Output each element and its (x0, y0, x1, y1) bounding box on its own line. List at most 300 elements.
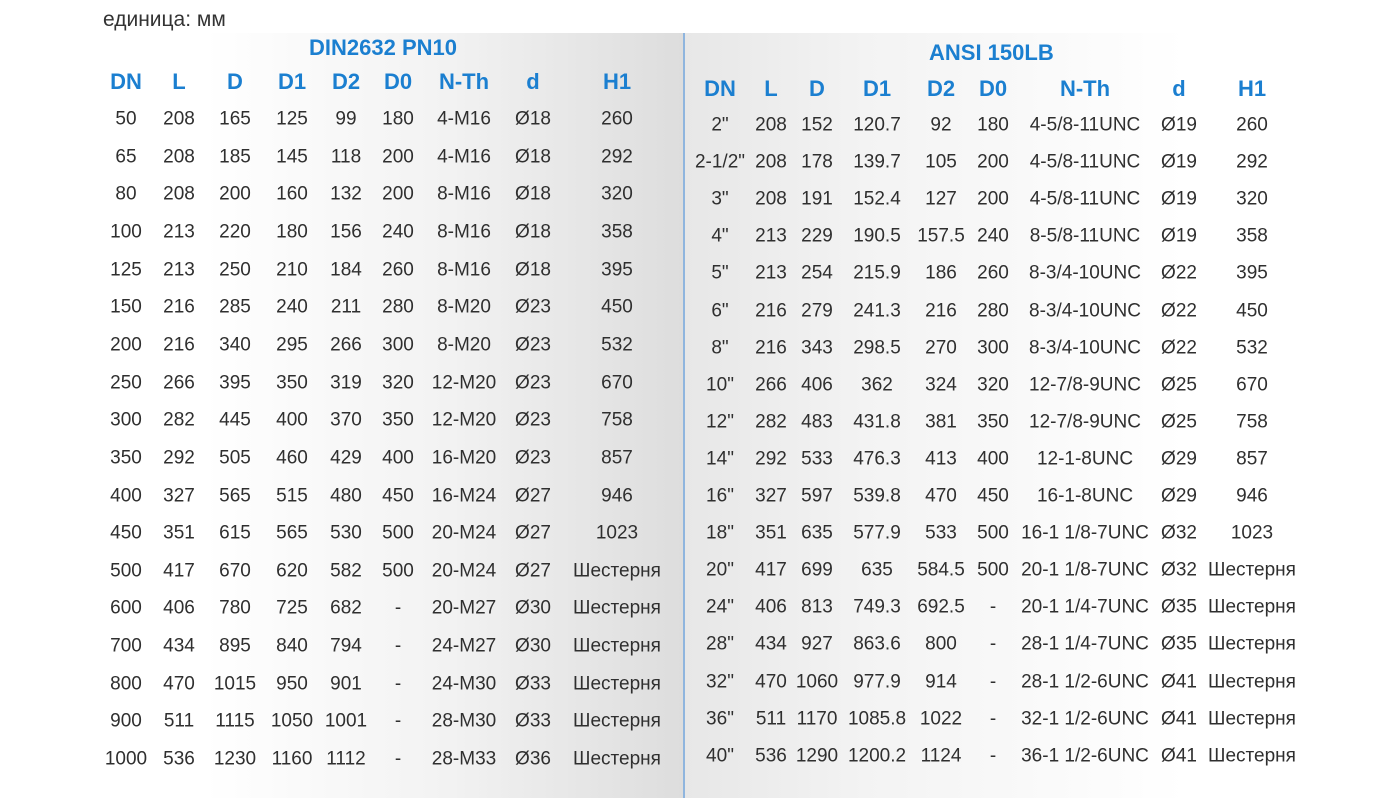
din-table-cell: 500 (382, 560, 414, 582)
ansi-column-header: N-Th (1059, 76, 1111, 101)
ansi-table-cell: Ø25 (1161, 374, 1197, 396)
ansi-table-cell: 927 (801, 633, 833, 655)
ansi-table-cell: 24" (706, 596, 734, 618)
din-table-cell: 1000 (104, 748, 148, 770)
ansi-table-cell: Шестерня (1208, 559, 1296, 581)
din-table-cell: 536 (163, 748, 195, 770)
ansi-table-cell: 635 (861, 559, 893, 581)
ansi-table-cell: 120.7 (853, 114, 901, 136)
ansi-column-header: L (764, 76, 778, 101)
din-table-cell: 532 (601, 334, 633, 356)
din-table-cell: - (394, 635, 402, 657)
ansi-table-cell: 139.7 (853, 151, 901, 173)
ansi-table-cell: 18" (706, 522, 734, 544)
ansi-table-cell: 584.5 (917, 559, 965, 581)
ansi-table-cell: 260 (977, 262, 1009, 284)
din-table-cell: 780 (219, 597, 251, 619)
ansi-table-cell: 6" (711, 300, 729, 321)
ansi-table-cell: 800 (925, 633, 957, 655)
ansi-table-cell: 351 (755, 522, 787, 544)
ansi-table-cell: 292 (1236, 151, 1268, 173)
din-table-cell: 185 (219, 146, 251, 168)
ansi-table-cell: 470 (925, 485, 957, 507)
din-table-cell: 132 (330, 183, 362, 205)
ansi-table-cell: 635 (801, 522, 833, 544)
din-table-cell: 395 (601, 259, 633, 281)
ansi-table-cell: 536 (755, 745, 787, 767)
din-table-cell: 200 (382, 146, 414, 168)
ansi-table-cell: 240 (977, 225, 1009, 247)
ansi-table-cell: 1200.2 (847, 745, 907, 767)
ansi-table-cell: Ø19 (1161, 151, 1197, 173)
ansi-table-cell: 208 (755, 114, 787, 136)
din-table-cell: Ø36 (515, 748, 551, 770)
din-table-cell: 208 (163, 146, 195, 168)
ansi-table-cell: 324 (925, 374, 957, 396)
ansi-table-cell: 417 (755, 559, 787, 581)
din-column-header: d (526, 69, 540, 94)
ansi-table-cell: 178 (801, 151, 833, 173)
ansi-table-cell: 532 (1236, 337, 1268, 359)
ansi-table-cell: 350 (977, 411, 1009, 433)
din-table-cell: 266 (330, 334, 362, 356)
din-table-cell: 145 (276, 146, 308, 168)
din-table-cell: 8-M16 (437, 183, 491, 205)
din-column-header: D0 (383, 69, 413, 94)
ansi-table-cell: 1085.8 (847, 708, 907, 730)
din-table-cell: Шестерня (573, 560, 661, 582)
ansi-table-cell: 4-5/8-11UNC (1029, 151, 1141, 173)
din-table-cell: 28-M30 (431, 710, 497, 732)
din-table-cell: 266 (163, 372, 195, 394)
ansi-table-cell: 597 (801, 485, 833, 507)
din-table-cell: 200 (219, 183, 251, 205)
din-table-cell: 12-M20 (431, 409, 497, 431)
ansi-table-cell: 180 (977, 114, 1009, 136)
din-table-cell: 327 (163, 485, 195, 506)
din-table-cell: 505 (219, 447, 251, 469)
din-table-cell: 20-M24 (431, 522, 497, 544)
din-table-cell: 65 (115, 146, 137, 168)
din-table-cell: 480 (330, 485, 362, 506)
din-table-cell: 1015 (213, 673, 257, 695)
din-table-cell: 240 (276, 296, 308, 318)
ansi-table-cell: 216 (925, 300, 957, 321)
ansi-table-cell: 4-5/8-11UNC (1029, 114, 1141, 136)
ansi-table-cell: 977.9 (853, 671, 901, 692)
din-table-cell: 300 (382, 334, 414, 356)
din-table-cell: 370 (330, 409, 362, 431)
ansi-table-cell: 270 (925, 337, 957, 359)
ansi-table-cell: Ø22 (1161, 262, 1197, 284)
din-table-cell: 165 (219, 108, 251, 130)
din-table-cell: Шестерня (573, 710, 661, 732)
ansi-table-cell: 4-5/8-11UNC (1029, 188, 1141, 210)
din-column-header: D2 (331, 69, 361, 94)
din-table-cell: 340 (219, 334, 251, 356)
din-table-cell: Ø23 (515, 372, 551, 394)
din-table-cell: 565 (219, 485, 251, 506)
din-table-cell: - (394, 748, 402, 770)
din-table-cell: 295 (276, 334, 308, 356)
ansi-table-cell: 863.6 (853, 633, 901, 655)
din-table-cell: 900 (110, 710, 142, 732)
din-table-cell: 20-M27 (431, 597, 497, 619)
din-table-cell: 282 (163, 409, 195, 431)
din-column-header: D1 (277, 69, 307, 94)
din-table-cell: 320 (382, 372, 414, 394)
ansi-table-cell: 343 (801, 337, 833, 359)
ansi-column-header: D2 (926, 76, 956, 101)
din-table-cell: 445 (219, 409, 251, 431)
ansi-table-cell: 8-3/4-10UNC (1029, 262, 1141, 284)
din-table-cell: 417 (163, 560, 195, 582)
din-table-cell: 210 (276, 259, 308, 281)
din-table-cell: 351 (163, 522, 195, 544)
din-table-cell: 213 (163, 221, 195, 243)
din-table-cell: 400 (382, 447, 414, 469)
ansi-column-header: H1 (1237, 76, 1267, 101)
unit-label: единица: мм (103, 8, 226, 31)
din-table-cell: 395 (219, 372, 251, 394)
ansi-table-cell: 533 (801, 448, 833, 470)
ansi-table-cell: Ø41 (1161, 708, 1197, 730)
ansi-table-cell: 2" (711, 114, 729, 136)
din-column-header: L (172, 69, 186, 94)
ansi-table-cell: 327 (755, 485, 787, 507)
ansi-table-cell: - (989, 745, 997, 767)
ansi-table-cell: 12-7/8-9UNC (1029, 374, 1141, 396)
din-table-cell: 208 (163, 183, 195, 205)
din-table-cell: Ø18 (515, 108, 551, 130)
ansi-table-cell: 670 (1236, 374, 1268, 396)
ansi-table-cell: - (989, 633, 997, 655)
ansi-table-cell: 216 (755, 300, 787, 321)
din-table-cell: 28-M33 (431, 748, 497, 770)
din-table-cell: 1001 (324, 710, 368, 732)
din-table-cell: 530 (330, 522, 362, 544)
ansi-table-cell: 4" (711, 225, 729, 247)
din-table-cell: 1160 (271, 748, 313, 770)
ansi-table-cell: Ø19 (1161, 188, 1197, 210)
din-table-title: DIN2632 PN10 (309, 35, 457, 60)
din-table-cell: 758 (601, 409, 633, 431)
ansi-table-cell: 127 (925, 188, 957, 210)
din-table-cell: 99 (335, 108, 357, 130)
ansi-table-cell: 152.4 (853, 188, 901, 210)
din-table-cell: 1050 (270, 710, 314, 732)
din-table-cell: 80 (115, 183, 137, 205)
ansi-table-cell: 280 (977, 300, 1009, 321)
din-table-cell: 200 (382, 183, 414, 205)
ansi-table-cell: 16-1-8UNC (1036, 485, 1134, 507)
din-table-cell: 450 (382, 485, 414, 506)
din-table-cell: 582 (330, 560, 362, 582)
din-table-cell: 285 (219, 296, 251, 318)
din-table-cell: 1115 (215, 710, 255, 732)
ansi-table-cell: 395 (1236, 262, 1268, 284)
ansi-table-cell: 36" (706, 708, 734, 730)
din-table-cell: 160 (276, 183, 308, 205)
ansi-table-cell: 5" (711, 262, 729, 284)
din-table-cell: 946 (601, 485, 633, 506)
din-table-cell: Шестерня (573, 748, 661, 770)
din-table-cell: 615 (219, 522, 251, 544)
ansi-table-cell: 208 (755, 151, 787, 173)
ansi-table-cell: Ø41 (1161, 745, 1197, 767)
ansi-table-cell: 92 (930, 114, 952, 136)
din-table-cell: 292 (601, 146, 633, 168)
din-table-cell: 125 (276, 108, 308, 130)
din-table-cell: 429 (330, 447, 362, 469)
din-table-cell: 857 (601, 447, 633, 469)
ansi-table-cell: 749.3 (853, 596, 901, 618)
din-column-header: D (227, 69, 243, 94)
ansi-column-header: D0 (978, 76, 1008, 101)
ansi-table-cell: 450 (1236, 300, 1268, 321)
ansi-table-cell: Ø19 (1161, 114, 1197, 136)
din-table-cell: 350 (110, 447, 142, 469)
din-table-cell: Ø23 (515, 447, 551, 469)
ansi-table-cell: Шестерня (1208, 745, 1296, 767)
din-table-cell: 434 (163, 635, 195, 657)
din-table-cell: 840 (276, 635, 308, 657)
ansi-table-cell: 1170 (796, 708, 838, 730)
ansi-table-cell: 216 (755, 337, 787, 359)
din-table-cell: 895 (219, 635, 251, 657)
ansi-table-cell: 577.9 (853, 522, 901, 544)
ansi-table-cell: 362 (861, 374, 893, 396)
ansi-table-cell: 190.5 (853, 225, 901, 247)
din-table-cell: 24-M30 (431, 673, 497, 695)
din-table-cell: 208 (163, 108, 195, 130)
ansi-table-cell: 539.8 (853, 485, 901, 507)
din-table-cell: 8-M16 (437, 221, 491, 243)
din-table-cell: - (394, 597, 402, 619)
din-table-cell: 240 (382, 221, 414, 243)
ansi-column-header: d (1172, 76, 1186, 101)
din-table-cell: 470 (163, 673, 195, 695)
din-table-cell: Ø23 (515, 296, 551, 318)
din-table-cell: 1023 (595, 522, 639, 544)
din-table-cell: 200 (110, 334, 142, 356)
din-table-cell: 400 (110, 485, 142, 506)
din-table-cell: 8-M20 (437, 296, 491, 318)
ansi-column-header: DN (704, 76, 736, 101)
din-table-cell: 8-M16 (437, 259, 491, 281)
ansi-column-header: D1 (862, 76, 892, 101)
ansi-table-cell: 191 (801, 188, 833, 210)
ansi-table-cell: 36-1 1/2-6UNC (1021, 745, 1149, 767)
din-table-cell: - (394, 673, 402, 695)
din-table-cell: Ø27 (515, 522, 551, 544)
din-table-cell: 620 (276, 560, 308, 582)
ansi-table-cell: 282 (755, 411, 787, 433)
ansi-table-cell: 476.3 (853, 448, 901, 470)
ansi-table-cell: 241.3 (853, 300, 901, 321)
ansi-table-cell: Ø22 (1161, 337, 1197, 359)
ansi-table-cell: Ø32 (1161, 522, 1197, 544)
din-table-cell: 515 (276, 485, 308, 506)
din-table-cell: 901 (330, 673, 362, 695)
din-table-cell: 12-M20 (431, 372, 497, 394)
ansi-table-cell: 200 (977, 151, 1009, 173)
ansi-table-cell: 692.5 (917, 596, 965, 618)
din-table-cell: 4-M16 (437, 146, 491, 168)
din-table-cell: 8-M20 (437, 334, 491, 356)
din-table-cell: Ø23 (515, 409, 551, 431)
ansi-table-cell: Ø35 (1161, 633, 1197, 655)
ansi-table-cell: 20-1 1/8-7UNC (1021, 559, 1149, 581)
ansi-table-cell: 10" (706, 374, 734, 396)
ansi-table-cell: 208 (755, 188, 787, 210)
ansi-table-cell: Ø41 (1161, 671, 1197, 692)
din-table-cell: 4-M16 (437, 108, 491, 130)
din-table-cell: 950 (276, 673, 308, 695)
din-table-cell: 500 (110, 560, 142, 582)
din-table-cell: - (394, 710, 402, 732)
din-table-cell: 460 (276, 447, 308, 469)
ansi-table-cell: 254 (801, 262, 833, 284)
din-table-cell: Ø18 (515, 183, 551, 205)
ansi-table-cell: 14" (706, 448, 734, 470)
din-table-cell: Ø30 (515, 635, 551, 657)
din-table-cell: 300 (110, 409, 142, 431)
ansi-table-cell: Шестерня (1208, 671, 1296, 692)
ansi-table-cell: 186 (925, 262, 957, 284)
din-table-cell: Шестерня (573, 673, 661, 695)
ansi-table-cell: 413 (925, 448, 957, 470)
ansi-table-cell: 2-1/2" (694, 151, 746, 173)
ansi-table-cell: Ø25 (1161, 411, 1197, 433)
ansi-table-cell: 215.9 (853, 262, 901, 284)
din-table-cell: 50 (115, 108, 137, 130)
ansi-table-cell: 213 (755, 262, 787, 284)
ansi-table-cell: 28-1 1/2-6UNC (1021, 671, 1149, 692)
ansi-table-cell: 320 (1236, 188, 1268, 210)
ansi-table-cell: Шестерня (1208, 596, 1296, 618)
din-table-cell: 280 (382, 296, 414, 318)
ansi-table-cell: 533 (925, 522, 957, 544)
ansi-table-cell: Ø29 (1161, 448, 1197, 470)
ansi-table-cell: Шестерня (1208, 708, 1296, 730)
ansi-table-cell: 20-1 1/4-7UNC (1021, 596, 1149, 618)
din-table-cell: 125 (110, 259, 142, 281)
ansi-table-cell: 813 (801, 596, 833, 618)
din-table-cell: 320 (601, 183, 633, 205)
ansi-table-cell: 400 (977, 448, 1009, 470)
ansi-table-cell: 12" (706, 411, 734, 433)
din-table-cell: 511 (163, 710, 195, 732)
ansi-table-cell: 40" (706, 745, 734, 767)
din-table-cell: 250 (110, 372, 142, 394)
din-table-cell: 118 (330, 146, 362, 168)
din-table-cell: 670 (219, 560, 251, 582)
din-table-cell: 16-M24 (431, 485, 497, 506)
din-table-cell: 150 (110, 296, 142, 318)
din-table-cell: 216 (163, 334, 195, 356)
ansi-table-title: ANSI 150LB (929, 40, 1054, 65)
din-table-cell: Ø33 (515, 710, 551, 732)
din-table-cell: 670 (601, 372, 633, 394)
din-table-cell: 600 (110, 597, 142, 619)
din-table-cell: 156 (330, 221, 362, 243)
ansi-table-cell: 298.5 (853, 337, 901, 359)
din-table-cell: 358 (601, 221, 633, 243)
ansi-table-cell: 946 (1236, 485, 1268, 507)
din-table-cell: 213 (163, 259, 195, 281)
ansi-table-cell: 32" (706, 671, 734, 692)
din-table-cell: 260 (601, 108, 633, 130)
ansi-table-cell: 483 (801, 411, 833, 433)
ansi-table-cell: 8-5/8-11UNC (1029, 225, 1141, 247)
din-column-header: N-Th (438, 69, 490, 94)
ansi-table-cell: 431.8 (853, 411, 901, 433)
ansi-table-cell: 8" (711, 337, 729, 359)
ansi-table-cell: 266 (755, 374, 787, 396)
din-table-cell: 800 (110, 673, 142, 695)
ansi-table-cell: - (989, 708, 997, 730)
din-table-cell: 682 (330, 597, 362, 619)
ansi-table-cell: 8-3/4-10UNC (1029, 337, 1141, 359)
ansi-column-header: D (809, 76, 825, 101)
din-table-cell: Ø27 (515, 485, 551, 506)
din-table-cell: 725 (276, 597, 308, 619)
ansi-table-cell: 16-1 1/8-7UNC (1021, 522, 1149, 544)
din-column-header: DN (110, 69, 142, 94)
din-table-cell: 794 (330, 635, 362, 657)
ansi-table-cell: 260 (1236, 114, 1268, 136)
din-table-cell: Ø23 (515, 334, 551, 356)
din-table-cell: 1112 (326, 748, 366, 770)
ansi-table-cell: 450 (977, 485, 1009, 507)
ansi-table-cell: Ø35 (1161, 596, 1197, 618)
din-table-cell: Шестерня (573, 635, 661, 657)
ansi-table-cell: 500 (977, 522, 1009, 544)
ansi-table-cell: 20" (706, 559, 734, 581)
ansi-table-cell: 406 (755, 596, 787, 618)
din-table-cell: Ø18 (515, 146, 551, 168)
din-table-cell: 20-M24 (431, 560, 497, 582)
din-table-cell: Шестерня (573, 597, 661, 619)
din-table-cell: 292 (163, 447, 195, 469)
ansi-table-cell: 470 (755, 671, 787, 692)
din-table-cell: Ø30 (515, 597, 551, 619)
ansi-table-cell: 292 (755, 448, 787, 470)
din-table-cell: 406 (163, 597, 195, 619)
ansi-table-cell: 300 (977, 337, 1009, 359)
ansi-table-cell: Ø19 (1161, 225, 1197, 247)
din-table-cell: 100 (110, 221, 142, 243)
ansi-table-cell: 758 (1236, 411, 1268, 433)
ansi-table-cell: 699 (801, 559, 833, 581)
din-table-cell: 450 (601, 296, 633, 318)
ansi-table-cell: 511 (755, 708, 787, 730)
din-table-cell: 350 (276, 372, 308, 394)
din-table-cell: Ø18 (515, 259, 551, 281)
ansi-table-cell: 3" (711, 188, 729, 210)
din-table-cell: 319 (330, 372, 362, 394)
ansi-table-cell: 12-1-8UNC (1036, 448, 1134, 470)
din-table-cell: 24-M27 (431, 635, 497, 657)
din-table-cell: 180 (382, 108, 414, 130)
din-table-cell: 1230 (213, 748, 257, 770)
din-table-cell: 184 (330, 259, 362, 281)
din-table-cell: 216 (163, 296, 195, 318)
ansi-table-cell: 16" (706, 485, 734, 507)
ansi-table-cell: 28-1 1/4-7UNC (1021, 633, 1149, 655)
ansi-table-cell: Ø32 (1161, 559, 1197, 581)
